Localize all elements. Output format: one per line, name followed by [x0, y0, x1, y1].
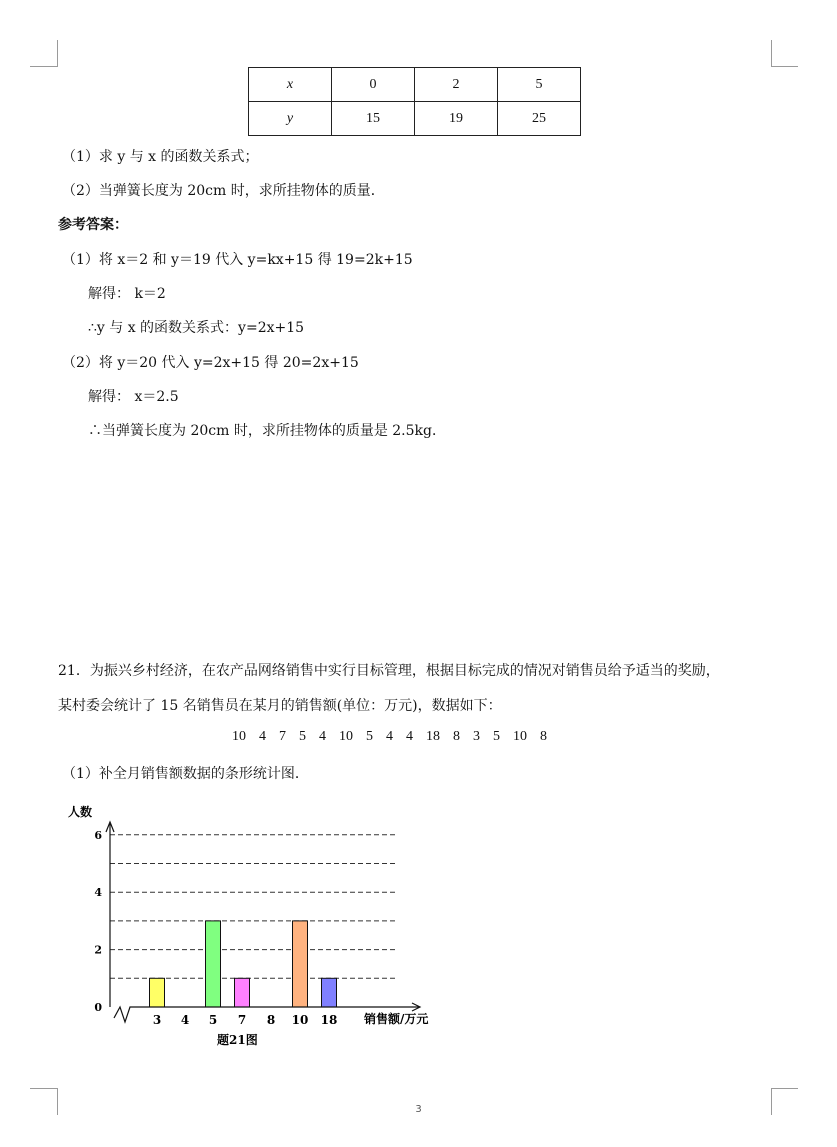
sales-data-list: [232, 729, 560, 745]
x-tick-label: 3: [152, 1013, 162, 1027]
page-number: 3: [415, 1104, 422, 1115]
crop-mark-bottom-left-h: [30, 1088, 57, 1089]
bar-5: [206, 921, 221, 1007]
data-value: 10: [232, 729, 246, 744]
x-tick-label: 10: [291, 1013, 309, 1027]
xy-table: [248, 67, 581, 136]
x-axis-label: 销售额/万元: [364, 1012, 429, 1026]
solution-1: （1）将 x＝2 和 y＝19 代入 y=kx+15 得 19=2k+15: [62, 252, 413, 268]
crop-mark-top-left-v: [57, 40, 58, 67]
solution-2-result: 解得： x＝2.5: [88, 389, 179, 405]
data-value: 4: [386, 729, 393, 744]
chart-title: 题21图: [217, 1033, 258, 1047]
x-tick-label: 7: [237, 1013, 247, 1027]
data-value: 4: [319, 729, 326, 744]
data-value: 8: [540, 729, 547, 744]
table-row-x: [249, 68, 581, 102]
crop-mark-top-right-v: [771, 40, 772, 67]
solution-2-conclusion: ∴当弹簧长度为 20cm 时，求所挂物体的质量是 2.5kg．: [88, 423, 446, 439]
q20-part2: （2）当弹簧长度为 20cm 时，求所挂物体的质量．: [62, 183, 385, 199]
data-value: 7: [279, 729, 286, 744]
q21-line2: 某村委会统计了 15 名销售员在某月的销售额(单位：万元)，数据如下：: [58, 698, 502, 714]
table-cell: 25: [498, 102, 581, 136]
crop-mark-top-left-h: [30, 66, 57, 67]
table-header-x: x: [249, 68, 332, 102]
data-value: 4: [406, 729, 413, 744]
table-cell: 2: [415, 68, 498, 102]
y-tick-label: 6: [94, 828, 102, 842]
data-value: 5: [366, 729, 373, 744]
table-cell: 19: [415, 102, 498, 136]
x-tick-label: 18: [320, 1013, 338, 1027]
data-value: 4: [259, 729, 266, 744]
x-tick-label: 5: [208, 1013, 218, 1027]
data-value: 10: [513, 729, 527, 744]
y-tick-label: 2: [94, 943, 102, 957]
crop-mark-top-right-h: [771, 66, 798, 67]
y-tick-label: 4: [94, 886, 102, 900]
answer-heading: 参考答案：: [58, 217, 128, 233]
crop-mark-bottom-right-h: [771, 1088, 798, 1089]
data-value: 5: [493, 729, 500, 744]
q21-part1: （1）补全月销售额数据的条形统计图．: [62, 766, 309, 782]
bar-18: [322, 978, 337, 1007]
solution-1-conclusion: ∴y 与 x 的函数关系式：y=2x+15: [88, 320, 305, 336]
table-cell: 15: [332, 102, 415, 136]
table-row-y: [249, 102, 581, 136]
q20-part1: （1）求 y 与 x 的函数关系式；: [62, 149, 259, 165]
y-axis-label: 人数: [68, 805, 93, 819]
table-cell: 5: [498, 68, 581, 102]
bar-7: [235, 978, 250, 1007]
x-tick-label: 8: [266, 1013, 276, 1027]
solution-2: （2）将 y＝20 代入 y=2x+15 得 20=2x+15: [62, 355, 359, 371]
data-value: 10: [339, 729, 353, 744]
data-value: 3: [473, 729, 480, 744]
data-value: 18: [426, 729, 440, 744]
x-tick-label: 4: [180, 1013, 190, 1027]
solution-1-result: 解得： k＝2: [88, 286, 166, 302]
bar-3: [150, 978, 165, 1007]
bar-10: [293, 921, 308, 1007]
data-value: 8: [453, 729, 460, 744]
data-value: 5: [299, 729, 306, 744]
bar-chart: [62, 800, 452, 1055]
y-tick-label: 0: [94, 1001, 102, 1014]
q21-line1: 21．为振兴乡村经济，在农产品网络销售中实行目标管理，根据目标完成的情况对销售员给予适当的奖励，: [58, 663, 720, 679]
table-cell: 0: [332, 68, 415, 102]
table-header-y: y: [249, 102, 332, 136]
